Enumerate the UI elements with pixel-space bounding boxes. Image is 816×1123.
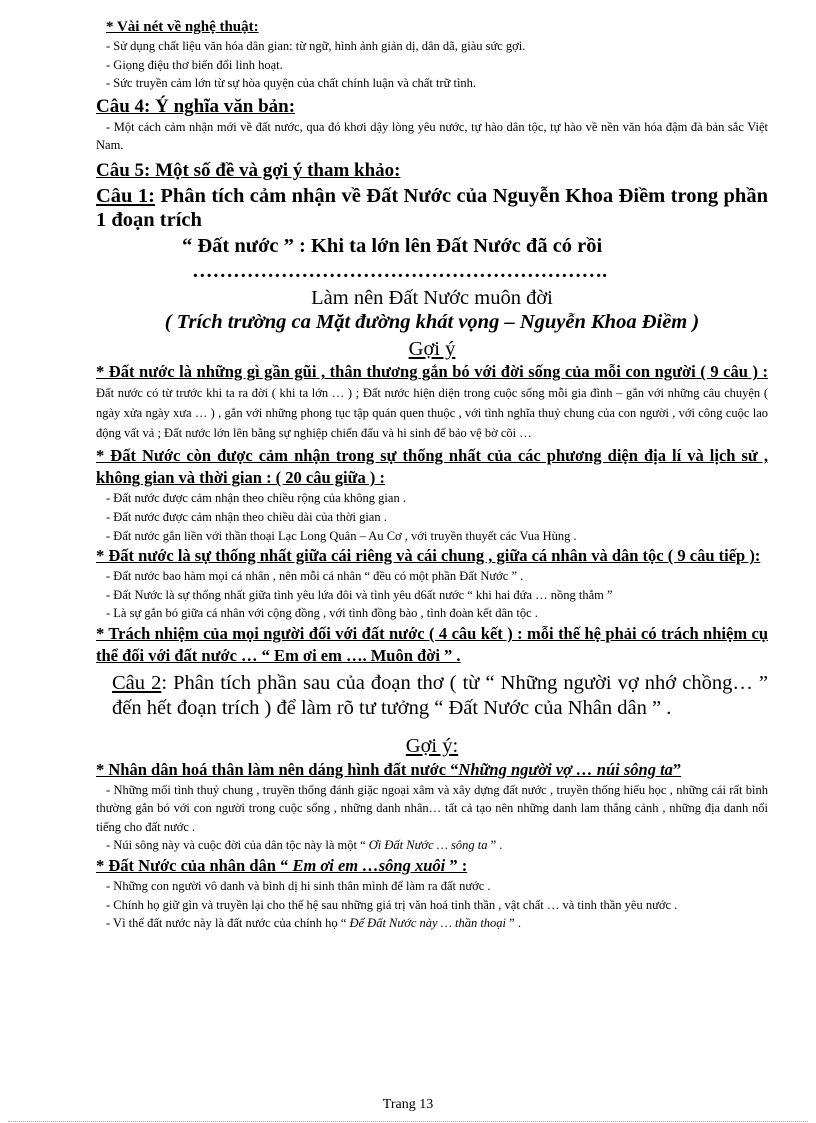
- de2-p2-last-b: Để Đất Nước này … thần thoại: [349, 916, 507, 931]
- de2-p1-text2-b: Ơi Đất Nước … sông ta: [368, 838, 488, 853]
- cau5-heading: Câu 5: Một số đề và gợi ý tham khảo:: [96, 159, 401, 181]
- de2-p2-item-2: - Chính họ giữ gìn và truyền lại cho thế hệ sau những giá trị văn hoá tinh thần , vật chất … và tinh thần yêu nước .: [106, 897, 678, 912]
- de2-p2-heading-b: Em ơi em …sông xuôi: [292, 855, 446, 875]
- de1-p2-item-3: - Đất nước gắn liền với thần thoại Lạc Long Quân – Au Cơ , với truyền thuyết các Vua Hùng .: [106, 528, 577, 543]
- de2-goi-y: Gợi ý:: [405, 735, 459, 758]
- de2-p1-text2: [96, 836, 768, 855]
- de1-p3-item-1: - Đất nước bao hàm mọi cá nhân , nên mỗi cá nhân “ đều có một phần Đất Nước ” .: [106, 569, 524, 584]
- de2-question-text: : Phân tích phần sau của đoạn thơ ( từ “ Những người vợ nhớ chồng… ” đến hết đoạn trích ) để làm rõ tư tưởng “ Đất Nước của Nhân dân ” .: [112, 672, 768, 719]
- de1-p2-heading: * Đất Nước còn được cảm nhận trong sự thống nhất của các phương diện địa lí và lịch sử , không gian và thời gian : ( 20 câu giữa ) :: [96, 446, 768, 488]
- page-bottom-divider: [8, 1121, 808, 1122]
- art-item-3: - Sức truyền cảm lớn từ sự hòa quyện của chất chính luận và chất trữ tình.: [106, 76, 477, 91]
- de1-quote-end: Làm nên Đất Nước muôn đời: [311, 286, 553, 309]
- de2-p2-last-a: - Vì thế đất nước này là đất nước của chính họ “: [106, 916, 350, 931]
- de2-p1-text: - Những mối tình thuỷ chung , truyền thống đánh giặc ngoại xâm và xây dựng đất nước , truyền thống hiếu học , những cái rất bình thường gắn bó với con người trong cuộc sống , những danh nhân… tất cả tạo nên những danh lam thắng cảnh , những địa danh nổi tiếng cho đất nước .: [96, 782, 768, 834]
- de2-p2-last-c: ” .: [506, 916, 521, 931]
- art-item-2: - Giọng điệu thơ biến đổi linh hoạt.: [106, 57, 283, 72]
- de2-p1-heading-c: ”: [672, 759, 682, 779]
- de1-label: Câu 1:: [96, 184, 155, 207]
- de2-p1-text2-c: ” .: [487, 838, 503, 853]
- de2-p1-text2-a: - Núi sông này và cuộc đời của dân tộc này là một “: [106, 838, 369, 853]
- art-item-1: - Sử dụng chất liệu văn hóa dân gian: từ ngữ, hình ảnh giản dị, dân dã, giàu sức gợi.: [106, 39, 526, 53]
- de2-p2-heading-a: * Đất Nước của nhân dân “: [96, 855, 293, 875]
- art-heading: * Vài nét về nghệ thuật:: [106, 19, 259, 35]
- cau4-title: Ý nghĩa văn bản:: [150, 95, 296, 117]
- cau4-heading: [96, 95, 768, 118]
- de2-p1-heading-a: * Nhân dân hoá thân làm nên dáng hình đất nước “: [96, 759, 459, 779]
- de1-p3-item-3: - Là sự gắn bó giữa cá nhân với cộng đồng , với tình đồng bào , tình đoàn kết dân tộc .: [106, 606, 538, 621]
- de1-question-text: Phân tích cảm nhận về Đất Nước của Nguyễn Khoa Điềm trong phần 1 đoạn trích: [96, 184, 768, 232]
- de1-p2-item-1: - Đất nước được cảm nhận theo chiều rộng của không gian .: [106, 491, 406, 506]
- de2-p2-last: [96, 914, 768, 933]
- document-page: [96, 16, 768, 933]
- de1-p3-heading: * Đất nước là sự thống nhất giữa cái riêng và cái chung , giữa cá nhân và dân tộc ( 9 câu tiếp ):: [96, 546, 761, 566]
- de1-goi-y: Gợi ý: [408, 337, 456, 360]
- de1-quote-line: “ Đất nước ” : Khi ta lớn lên Đất Nước đã có rồi: [182, 234, 603, 257]
- de2-p2-heading-c: ” :: [445, 855, 468, 875]
- de1-p1-heading: * Đất nước là những gì gần gũi , thân thương gắn bó với đời sống của mỗi con người ( 9 câu ) :: [96, 362, 768, 382]
- cau4-text: - Một cách cảm nhận mới về đất nước, qua đó khơi dậy lòng yêu nước, tự hào dân tộc, tự hào về nền văn hóa đậm đà bản sắc Việt Nam.: [96, 119, 768, 153]
- de1-p3-item-2: - Đất Nước là sự thống nhất giữa tình yêu lứa đôi và tình yêu d6ất nước “ khi hai đứa … nồng thắm ”: [106, 587, 613, 602]
- de2-p1-heading: [96, 759, 768, 781]
- de2-label: Câu 2: [112, 672, 162, 695]
- de2-p2-item-1: - Những con người vô danh và bình dị hi sinh thân mình để làm ra đất nước .: [106, 878, 491, 893]
- cau4-label: Câu 4:: [96, 95, 151, 117]
- de1-p1: [96, 361, 768, 443]
- de1-p4-heading: * Trách nhiệm của mọi người đối với đất nước ( 4 câu kết ) : mỗi thế hệ phải có trách nhiệm cụ thể đối với đất nước … “ Em ơi em …. Muôn đời ” .: [96, 624, 768, 666]
- de2-question: [96, 671, 768, 720]
- de1-source: ( Trích trường ca Mặt đường khát vọng – Nguyễn Khoa Điềm ): [164, 311, 700, 334]
- de1-dots: …………………………………………………….: [192, 260, 608, 283]
- de1-p2-item-2: - Đất nước được cảm nhận theo chiều dài của thời gian .: [106, 510, 387, 525]
- de2-p2-heading: [96, 855, 768, 877]
- de1-question: [96, 184, 768, 233]
- de1-p1-text: Đất nước có từ trước khi ta ra đời ( khi ta lớn … ) ; Đất nước hiện diện trong cuộc sống mỗi gia đình – gắn với những câu chuyện ( ngày xửa ngày xưa … ) , gắn với những phong tục tập quán quen thuộc , với tình nghĩa thuỷ chung của con người , với công cuộc lao động vất vả ; Đất nước lớn lên bằng sự nghiệp chiến đấu và hi sinh để bảo vệ bờ cõi …: [96, 386, 768, 441]
- page-number: Trang 13: [382, 1097, 434, 1112]
- de2-p1-heading-b: Những người vợ … núi sông ta: [458, 759, 673, 779]
